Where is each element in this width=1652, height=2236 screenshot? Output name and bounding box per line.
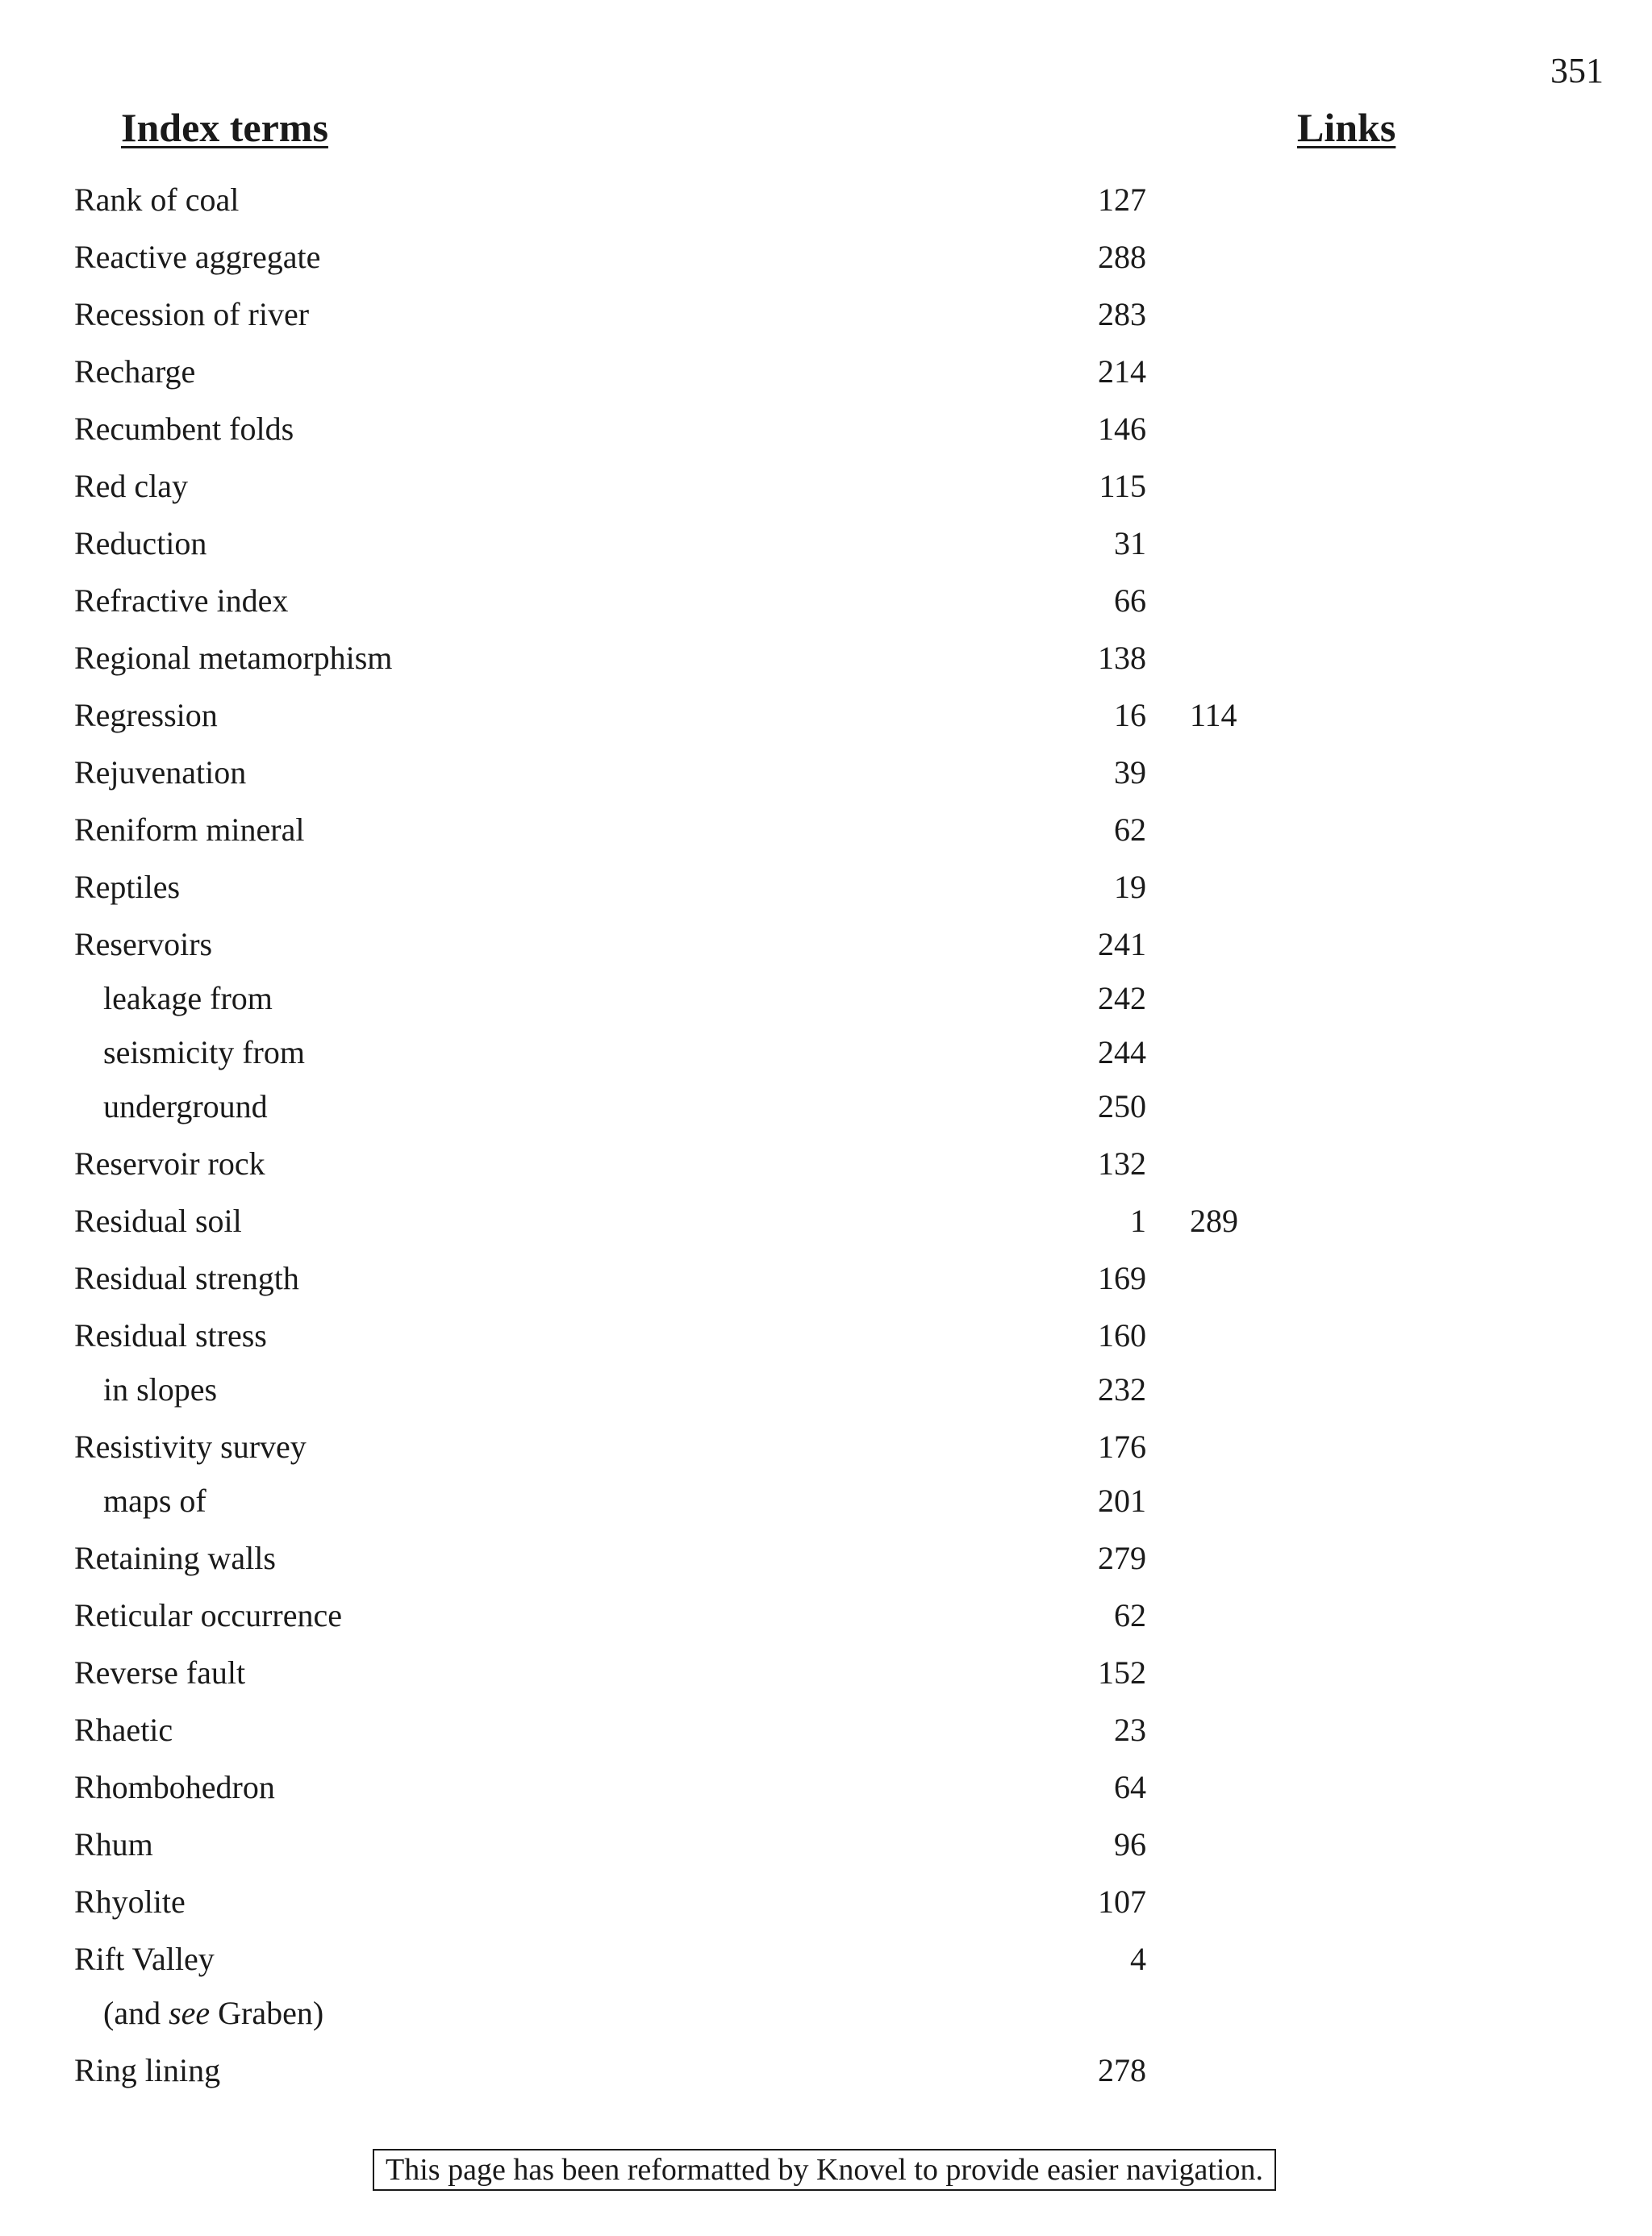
page-link[interactable]: 64 (1114, 1769, 1146, 1805)
index-subentry (0, 974, 1652, 1023)
index-term: Reverse fault (74, 1654, 246, 1691)
index-term: Recharge (74, 353, 196, 390)
page-link[interactable]: 288 (1098, 239, 1146, 275)
index-entry (0, 2046, 1652, 2095)
index-term: Ring lining (74, 2052, 221, 2088)
links-heading: Links (1297, 105, 1396, 150)
index-term: underground (103, 1088, 268, 1124)
page-link[interactable]: 62 (1114, 811, 1146, 848)
knovel-reformat-notice: This page has been reformatted by Knovel to provide easier navigation. (373, 2149, 1276, 2191)
page-number: 351 (1550, 51, 1604, 90)
index-term: Reservoir rock (74, 1145, 265, 1182)
index-entry (0, 1821, 1652, 1869)
page-link[interactable]: 214 (1098, 353, 1146, 390)
index-term: (and see Graben) (103, 1995, 324, 2031)
index-term: Rank of coal (74, 181, 240, 218)
index-term: maps of (103, 1483, 206, 1519)
index-term: Recumbent folds (74, 411, 294, 447)
index-term: Reticular occurrence (74, 1597, 343, 1633)
page-link[interactable]: 19 (1114, 869, 1146, 905)
index-subentry (0, 1366, 1652, 1414)
index-term: Residual strength (74, 1260, 299, 1296)
page-link[interactable]: 242 (1098, 980, 1146, 1016)
index-term: Rhyolite (74, 1883, 186, 1920)
page-link[interactable]: 115 (1099, 468, 1146, 504)
index-entry (0, 176, 1652, 224)
index-term: leakage from (103, 980, 273, 1016)
page-link[interactable]: 66 (1114, 582, 1146, 619)
index-entry (0, 1534, 1652, 1583)
page-link[interactable]: 4 (1130, 1941, 1146, 1977)
index-entry (0, 1935, 1652, 1984)
index-term: Red clay (74, 468, 189, 504)
page-link[interactable]: 241 (1098, 926, 1146, 962)
index-entry (0, 1312, 1652, 1360)
page-link[interactable]: 160 (1098, 1317, 1146, 1354)
index-subentry (0, 1477, 1652, 1525)
index-term: in slopes (103, 1371, 218, 1408)
page-link[interactable]: 39 (1114, 754, 1146, 791)
index-subentry (0, 1083, 1652, 1131)
index-term: Reptiles (74, 869, 181, 905)
index-term: Refractive index (74, 582, 289, 619)
index-entry (0, 1140, 1652, 1188)
page-link[interactable]: 250 (1098, 1088, 1146, 1124)
index-term: Rejuvenation (74, 754, 247, 791)
index-entry (0, 920, 1652, 969)
page-link[interactable]: 23 (1114, 1712, 1146, 1748)
page-link[interactable]: 132 (1098, 1145, 1146, 1182)
page-link-secondary[interactable]: 289 (1190, 1203, 1238, 1239)
index-term: Retaining walls (74, 1540, 276, 1576)
index-entry (0, 348, 1652, 396)
index-entry (0, 577, 1652, 625)
index-term: Regional metamorphism (74, 640, 393, 676)
index-terms-heading: Index terms (121, 105, 328, 150)
page-link[interactable]: 279 (1098, 1540, 1146, 1576)
index-term: Reniform mineral (74, 811, 305, 848)
page-link[interactable]: 146 (1098, 411, 1146, 447)
index-term: Recession of river (74, 296, 310, 332)
page-link[interactable]: 152 (1098, 1654, 1146, 1691)
page-link[interactable]: 62 (1114, 1597, 1146, 1633)
page-link[interactable]: 283 (1098, 296, 1146, 332)
index-term: Resistivity survey (74, 1429, 307, 1465)
index-term: Rhum (74, 1826, 153, 1863)
index-subentry (0, 1028, 1652, 1077)
page-link[interactable]: 1 (1130, 1203, 1146, 1239)
page-link[interactable]: 31 (1114, 525, 1146, 561)
index-entry (0, 1763, 1652, 1812)
index-entry (0, 290, 1652, 339)
page-link[interactable]: 244 (1098, 1034, 1146, 1070)
index-entry (0, 1197, 1652, 1245)
index-subentry (0, 1989, 1652, 2038)
index-entry (0, 1649, 1652, 1697)
page-link[interactable]: 107 (1098, 1883, 1146, 1920)
page-link[interactable]: 169 (1098, 1260, 1146, 1296)
index-entry (0, 634, 1652, 682)
index-term: Residual stress (74, 1317, 267, 1354)
index-entry (0, 1254, 1652, 1303)
page-link[interactable]: 232 (1098, 1371, 1146, 1408)
index-entry (0, 1423, 1652, 1471)
index-entry (0, 1706, 1652, 1754)
index-term: seismicity from (103, 1034, 305, 1070)
index-term: Rhombohedron (74, 1769, 275, 1805)
page-link[interactable]: 176 (1098, 1429, 1146, 1465)
index-term: Reduction (74, 525, 207, 561)
page-link[interactable]: 96 (1114, 1826, 1146, 1863)
page-link[interactable]: 201 (1098, 1483, 1146, 1519)
index-term: Regression (74, 697, 218, 733)
index-term: Reactive aggregate (74, 239, 321, 275)
index-entry (0, 1591, 1652, 1640)
page-link-secondary[interactable]: 114 (1190, 697, 1237, 733)
index-entry (0, 405, 1652, 453)
page-link[interactable]: 278 (1098, 2052, 1146, 2088)
index-entry (0, 806, 1652, 854)
index-entry (0, 462, 1652, 511)
index-entry (0, 691, 1652, 740)
index-term: Reservoirs (74, 926, 213, 962)
index-term: Residual soil (74, 1203, 242, 1239)
index-entry (0, 519, 1652, 568)
page-link[interactable]: 127 (1098, 181, 1146, 218)
index-entry (0, 1878, 1652, 1926)
index-term: Rift Valley (74, 1941, 215, 1977)
index-entry (0, 233, 1652, 282)
index-entry (0, 749, 1652, 797)
index-term: Rhaetic (74, 1712, 173, 1748)
page-link[interactable]: 16 (1114, 697, 1146, 733)
page-link[interactable]: 138 (1098, 640, 1146, 676)
index-entry (0, 863, 1652, 912)
